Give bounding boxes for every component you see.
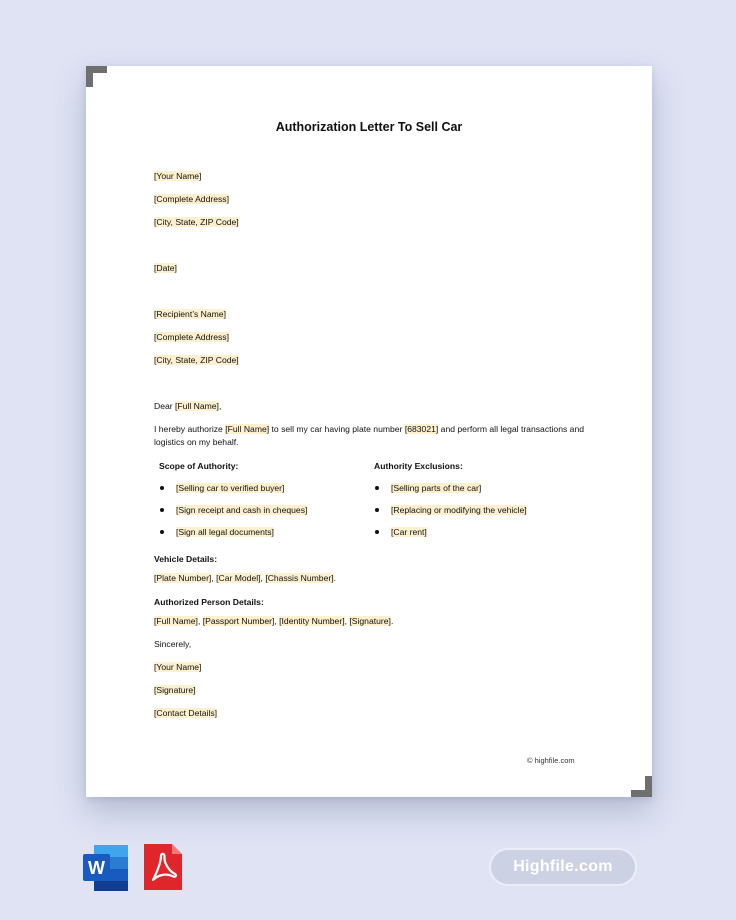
date-field: [Date] (154, 263, 177, 273)
person-name: [Full Name] (154, 616, 198, 626)
authorized-person-heading: Authorized Person Details: (154, 597, 264, 607)
scope-heading: Scope of Authority: (159, 461, 239, 471)
recipient-address-line (154, 332, 229, 342)
vehicle-details-line (154, 573, 336, 583)
exclusion-item-text: [Car rent] (391, 527, 427, 537)
body-text-3: and perform all legal transactions and logistics on my behalf. (154, 424, 585, 447)
exclusion-item (391, 483, 481, 493)
separator: , (211, 573, 217, 583)
scope-item (176, 505, 307, 515)
recipient-city: [City, State, ZIP Code] (154, 355, 239, 365)
vehicle-details-heading: Vehicle Details: (154, 554, 218, 564)
scope-item-text: [Sign receipt and cash in cheques] (176, 505, 308, 515)
corner-mark-top-left (86, 66, 107, 87)
bullet-dot (375, 508, 379, 512)
sender-address: [Complete Address] (154, 194, 229, 204)
separator: , (260, 573, 266, 583)
closing-name-line (154, 662, 201, 672)
separator: , (197, 616, 203, 626)
period: . (390, 616, 394, 626)
exclusion-item-text: [Selling parts of the car] (391, 483, 482, 493)
vehicle-model: [Car Model] (216, 573, 261, 583)
exclusions-heading: Authority Exclusions: (374, 461, 463, 471)
recipient-address: [Complete Address] (154, 332, 229, 342)
salutation-suffix: , (218, 401, 222, 411)
bullet-dot (160, 508, 164, 512)
closing-contact: [Contact Details] (154, 708, 218, 718)
salutation-name: [Full Name] (175, 401, 219, 411)
corner-mark-bottom-right (631, 776, 652, 797)
bullet-dot (375, 486, 379, 490)
closing-signature: [Signature] (154, 685, 196, 695)
scope-item-text: [Selling car to verified buyer] (176, 483, 285, 493)
person-identity: [Identity Number] (279, 616, 345, 626)
word-icon-graphic (82, 843, 130, 893)
sender-city: [City, State, ZIP Code] (154, 217, 239, 227)
body-plate-number: [683021] (404, 424, 439, 434)
bullet-dot (160, 530, 164, 534)
date-line (154, 263, 177, 273)
recipient-name: [Recipient’s Name] (154, 309, 226, 319)
body-text-2: to sell my car having plate number (269, 424, 405, 434)
exclusion-item (391, 505, 527, 515)
salutation (154, 401, 221, 411)
word-icon-letter: W (88, 858, 105, 878)
scope-item-text: [Sign all legal documents] (176, 527, 274, 537)
body-full-name: [Full Name] (225, 424, 270, 434)
scope-item (176, 483, 284, 493)
vehicle-chassis: [Chassis Number] (265, 573, 334, 583)
vehicle-plate: [Plate Number] (154, 573, 212, 583)
pdf-icon-graphic (142, 842, 184, 892)
authorization-paragraph (154, 423, 584, 448)
exclusion-item (391, 527, 427, 537)
period: . (333, 573, 336, 583)
body-text-1: I hereby authorize (154, 424, 226, 434)
recipient-city-line (154, 355, 239, 365)
document-title: Authorization Letter To Sell Car (275, 120, 463, 134)
microsoft-word-icon[interactable] (82, 843, 130, 893)
closing-signature-line (154, 685, 196, 695)
closing-name: [Your Name] (154, 662, 202, 672)
separator: , (274, 616, 280, 626)
closing-sincerely: Sincerely, (154, 639, 192, 649)
person-passport: [Passport Number] (202, 616, 275, 626)
salutation-prefix: Dear (154, 401, 176, 411)
authorized-person-line (154, 616, 393, 626)
copyright-notice: © highfile.com (527, 756, 575, 765)
adobe-pdf-icon[interactable] (142, 842, 184, 892)
separator: , (344, 616, 350, 626)
document-page (86, 66, 652, 797)
sender-city-line (154, 217, 239, 227)
exclusion-item-text: [Replacing or modifying the vehicle] (391, 505, 527, 515)
sender-address-line (154, 194, 229, 204)
sender-name-line (154, 171, 201, 181)
bullet-dot (375, 530, 379, 534)
highfile-brand-button[interactable]: Highfile.com (489, 848, 637, 886)
sender-name: [Your Name] (154, 171, 202, 181)
recipient-name-line (154, 309, 226, 319)
person-signature: [Signature] (349, 616, 391, 626)
closing-contact-line (154, 708, 217, 718)
bullet-dot (160, 486, 164, 490)
scope-item (176, 527, 274, 537)
